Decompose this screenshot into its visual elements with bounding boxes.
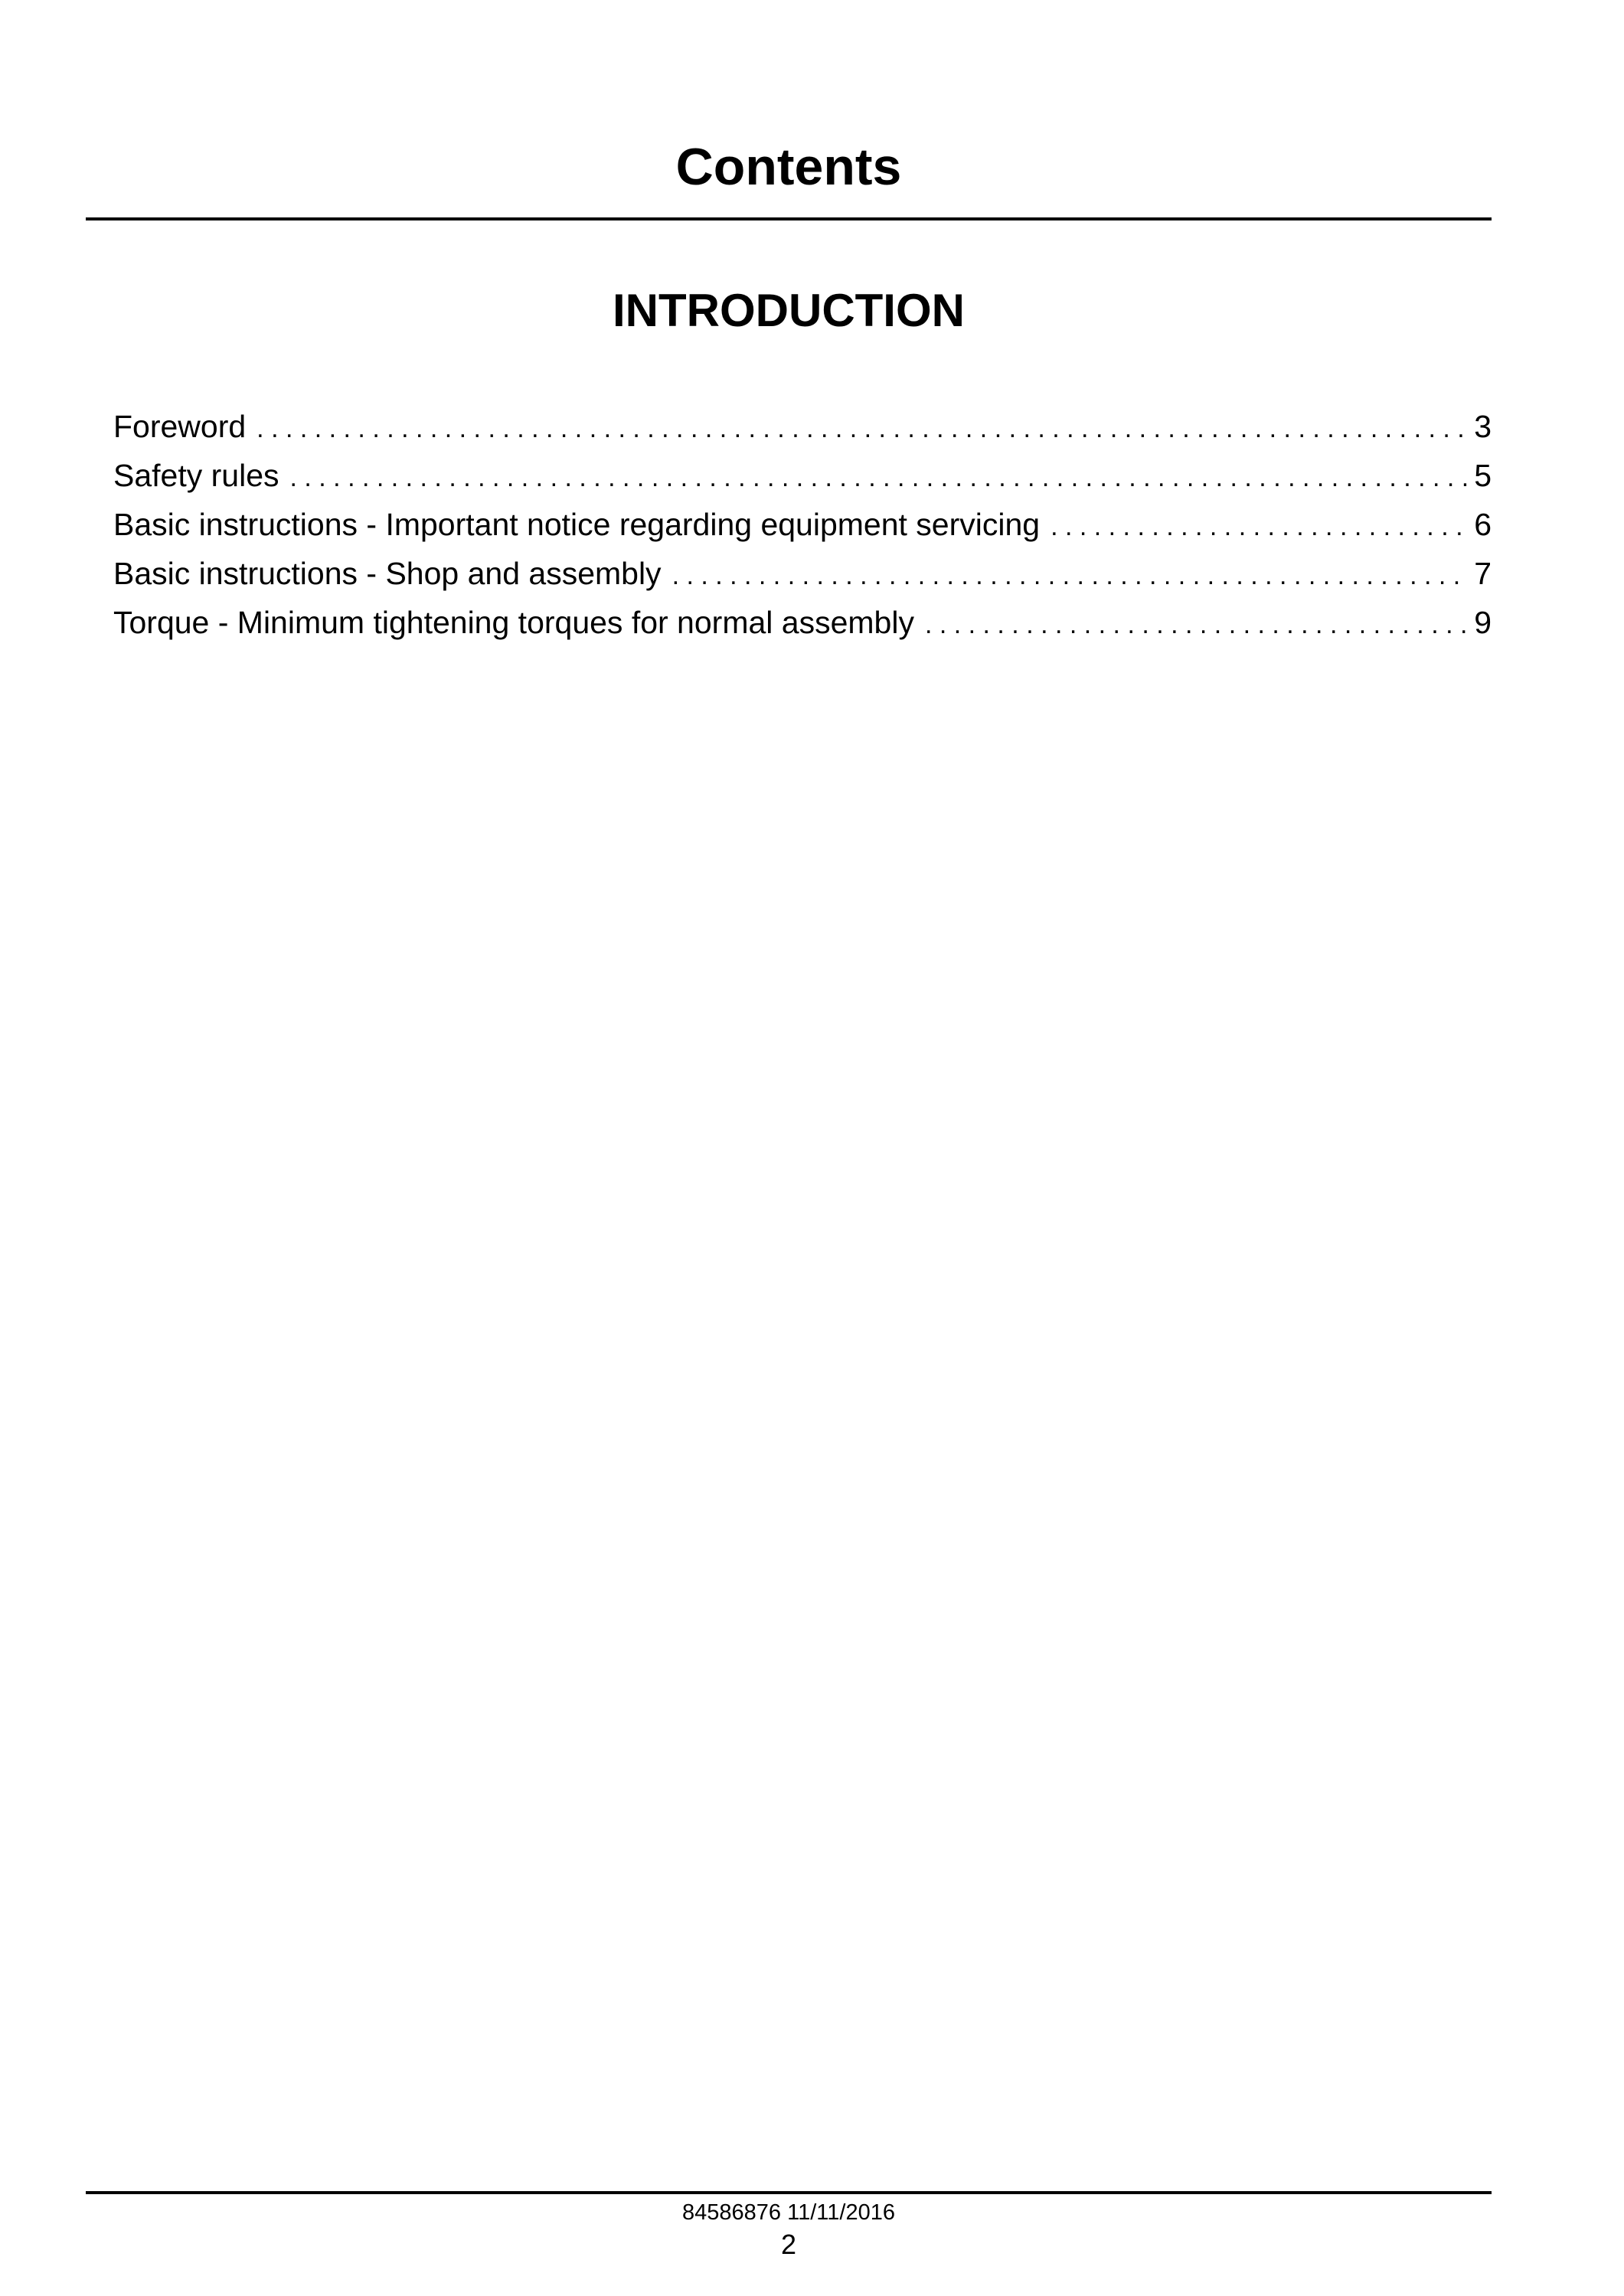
- toc-dot-leader: [1051, 502, 1468, 551]
- toc-entry-page: 5: [1474, 458, 1492, 493]
- toc-entry-title: Basic instructions - Shop and assembly: [113, 556, 662, 591]
- footer-page-number: 2: [780, 2229, 797, 2260]
- toc-dot-leader: [925, 600, 1468, 649]
- toc-entry-page: 9: [1474, 605, 1492, 640]
- footer-divider: [86, 2191, 1492, 2194]
- toc-entry-page: 7: [1474, 556, 1492, 591]
- toc-entry-page: 3: [1474, 409, 1492, 444]
- toc-entry-foreword[interactable]: [113, 402, 1492, 451]
- toc-entry-equipment-servicing[interactable]: [113, 500, 1492, 549]
- header-divider: [86, 217, 1492, 220]
- toc-entry-page: 6: [1474, 507, 1492, 542]
- toc-entry-title: Torque - Minimum tightening torques for normal assembly: [113, 605, 914, 640]
- footer-document-code: 84586876 11/11/2016: [682, 2200, 895, 2225]
- toc-dot-leader: [290, 453, 1469, 502]
- toc-entry-torque[interactable]: [113, 598, 1492, 647]
- toc-entry-title: Safety rules: [113, 458, 279, 493]
- section-title: INTRODUCTION: [613, 285, 965, 336]
- toc-entry-shop-assembly[interactable]: [113, 549, 1492, 598]
- table-of-contents: [113, 402, 1492, 647]
- toc-dot-leader: [257, 404, 1468, 453]
- toc-entry-safety-rules[interactable]: [113, 451, 1492, 500]
- toc-dot-leader: [672, 551, 1469, 600]
- page-title: Contents: [675, 138, 902, 196]
- toc-entry-title: Basic instructions - Important notice regarding equipment servicing: [113, 507, 1041, 542]
- toc-entry-title: Foreword: [113, 409, 247, 444]
